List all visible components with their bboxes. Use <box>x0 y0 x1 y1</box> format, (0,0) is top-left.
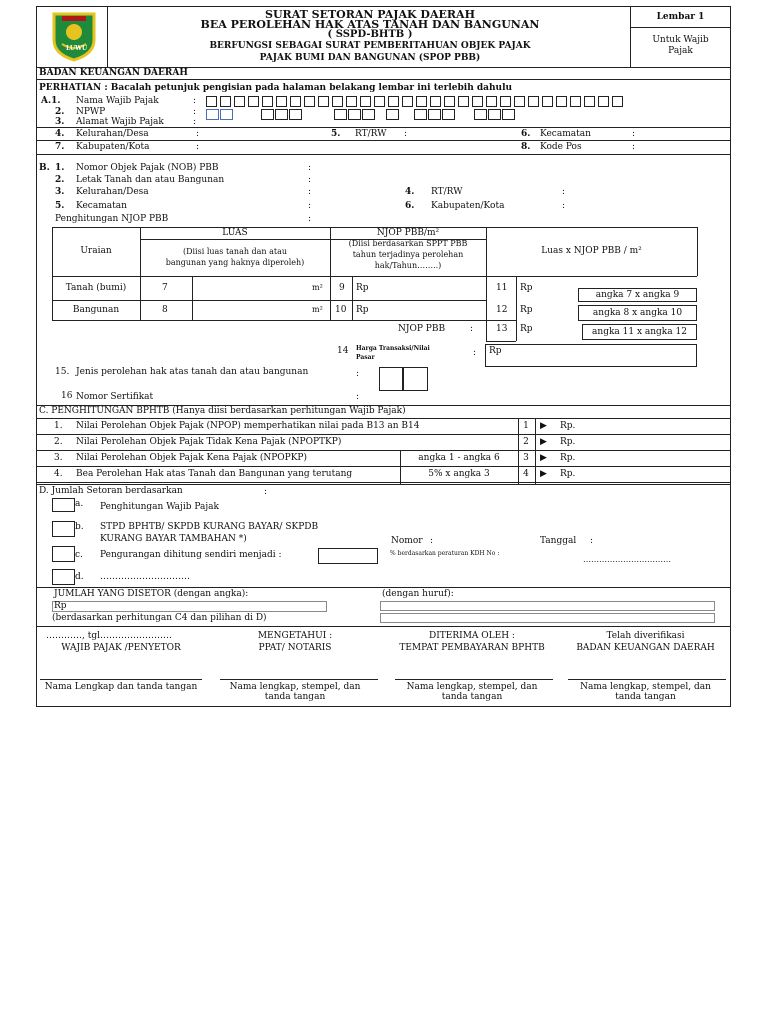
formula-11x12: angka 11 x angka 12 <box>592 327 687 337</box>
label-kabupaten: Kabupaten/Kota <box>76 142 150 152</box>
label-letak: Letak Tanah dan atau Bangunan <box>76 175 225 185</box>
char-box[interactable] <box>402 96 413 107</box>
option-d-checkbox[interactable] <box>52 569 75 585</box>
char-box[interactable] <box>360 96 371 107</box>
jenis-perolehan-box-1[interactable] <box>379 367 403 391</box>
arrow-right-icon: ▶ <box>540 469 547 479</box>
total-huruf-label: (dengan huruf): <box>382 589 454 599</box>
char-box[interactable] <box>584 96 595 107</box>
char-box[interactable] <box>374 96 385 107</box>
notice: PERHATIAN : Bacalah petunjuk pengisian pada halaman belakang lembar ini terlebih dahulu <box>39 83 513 93</box>
arrow-right-icon: ▶ <box>540 453 547 463</box>
section-c-title: C. PENGHITUNGAN BPHTB (Hanya diisi berdasarkan perhitungan Wajib Pajak) <box>39 406 406 416</box>
total-angka-input[interactable] <box>52 601 327 612</box>
label-sertifikat: Nomor Sertifikat <box>76 392 154 402</box>
npwp-digit-box[interactable] <box>220 109 233 120</box>
char-box[interactable] <box>556 96 567 107</box>
char-box[interactable] <box>444 96 455 107</box>
option-b-checkbox[interactable] <box>52 521 75 537</box>
npwp-digit-box[interactable] <box>474 109 487 120</box>
char-box[interactable] <box>542 96 553 107</box>
arrow-right-icon: ▶ <box>540 437 547 447</box>
label-alamat: Alamat Wajib Pajak <box>76 117 164 127</box>
label-kodepos: Kode Pos <box>540 142 582 152</box>
char-box[interactable] <box>234 96 245 107</box>
njop-pbb-total-label: NJOP PBB <box>398 324 446 334</box>
npwp-digit-box[interactable] <box>488 109 501 120</box>
char-box[interactable] <box>458 96 469 107</box>
char-box[interactable] <box>528 96 539 107</box>
label-rtrw: RT/RW <box>355 129 387 139</box>
char-box[interactable] <box>276 96 287 107</box>
char-box[interactable] <box>472 96 483 107</box>
label-nop: Nomor Objek Pajak (NOB) PBB <box>76 163 219 173</box>
char-box[interactable] <box>514 96 525 107</box>
char-box[interactable] <box>318 96 329 107</box>
subtitle-line-2: PAJAK BUMI DAN BANGUNAN (SPOP PBB) <box>259 53 481 63</box>
char-box[interactable] <box>262 96 273 107</box>
formula-8x10: angka 8 x angka 10 <box>592 308 683 318</box>
npwp-digit-box[interactable] <box>348 109 361 120</box>
sheet-for-1: Untuk Wajib <box>652 35 709 45</box>
label-kelurahan: Kelurahan/Desa <box>76 129 149 139</box>
nama-wajib-pajak-input[interactable] <box>206 96 626 107</box>
npwp-digit-box[interactable] <box>502 109 515 120</box>
label-kecamatan: Kecamatan <box>540 129 591 139</box>
total-huruf-input-2[interactable] <box>380 613 715 623</box>
char-box[interactable] <box>416 96 427 107</box>
arrow-right-icon: ▶ <box>540 421 547 431</box>
agency-name: BADAN KEUANGAN DAERAH <box>39 68 188 78</box>
harga-transaksi-input[interactable] <box>485 344 697 367</box>
npwp-digit-box[interactable] <box>442 109 455 120</box>
npwp-digit-box[interactable] <box>362 109 375 120</box>
title-line-2: BEA PEROLEHAN HAK ATAS TANAH DAN BANGUNAN <box>200 18 540 31</box>
char-box[interactable] <box>346 96 357 107</box>
sheet-for-2: Pajak <box>668 46 693 56</box>
npwp-digit-box[interactable] <box>206 109 219 120</box>
char-box[interactable] <box>388 96 399 107</box>
char-box[interactable] <box>290 96 301 107</box>
npwp-digit-box[interactable] <box>334 109 347 120</box>
npwp-digit-box[interactable] <box>386 109 399 120</box>
logo-text: LUWU <box>66 45 88 52</box>
jenis-perolehan-box-2[interactable] <box>403 367 428 391</box>
char-box[interactable] <box>332 96 343 107</box>
label-npwp: NPWP <box>76 107 106 117</box>
npwp-digit-box[interactable] <box>289 109 302 120</box>
label-jenis-perolehan: Jenis perolehan hak atas tanah dan atau bangunan <box>76 367 309 377</box>
npwp-digit-box[interactable] <box>275 109 288 120</box>
npwp-digit-box[interactable] <box>261 109 274 120</box>
pengurangan-input[interactable] <box>318 548 378 564</box>
option-c-checkbox[interactable] <box>52 546 75 562</box>
char-box[interactable] <box>500 96 511 107</box>
char-box[interactable] <box>486 96 497 107</box>
regency-logo <box>48 10 100 62</box>
char-box[interactable] <box>304 96 315 107</box>
char-box[interactable] <box>248 96 259 107</box>
npwp-digit-box[interactable] <box>414 109 427 120</box>
label-njop-calc: Penghitungan NJOP PBB <box>55 214 169 224</box>
char-box[interactable] <box>206 96 217 107</box>
sheet-label: Lembar 1 <box>656 12 705 22</box>
char-box[interactable] <box>612 96 623 107</box>
npwp-digit-box[interactable] <box>428 109 441 120</box>
title-line-3: ( SSPD-BHTB ) <box>327 29 413 40</box>
label-nama: Nama Wajib Pajak <box>76 96 159 106</box>
char-box[interactable] <box>570 96 581 107</box>
option-a-checkbox[interactable] <box>52 498 75 512</box>
title-line-1: SURAT SETORAN PAJAK DAERAH <box>265 8 475 21</box>
total-angka-label: JUMLAH YANG DISETOR (dengan angka): <box>54 589 249 599</box>
a-marker: A.1. <box>41 96 61 106</box>
char-box[interactable] <box>220 96 231 107</box>
formula-7x9: angka 7 x angka 9 <box>595 290 680 300</box>
char-box[interactable] <box>430 96 441 107</box>
char-box[interactable] <box>598 96 609 107</box>
subtitle-line-1: BERFUNGSI SEBAGAI SURAT PEMBERITAHUAN OBJEK PAJAK <box>209 41 531 51</box>
section-d-title: D. Jumlah Setoran berdasarkan <box>39 486 183 496</box>
npwp-input[interactable] <box>206 108 526 120</box>
total-huruf-input-1[interactable] <box>380 601 715 611</box>
